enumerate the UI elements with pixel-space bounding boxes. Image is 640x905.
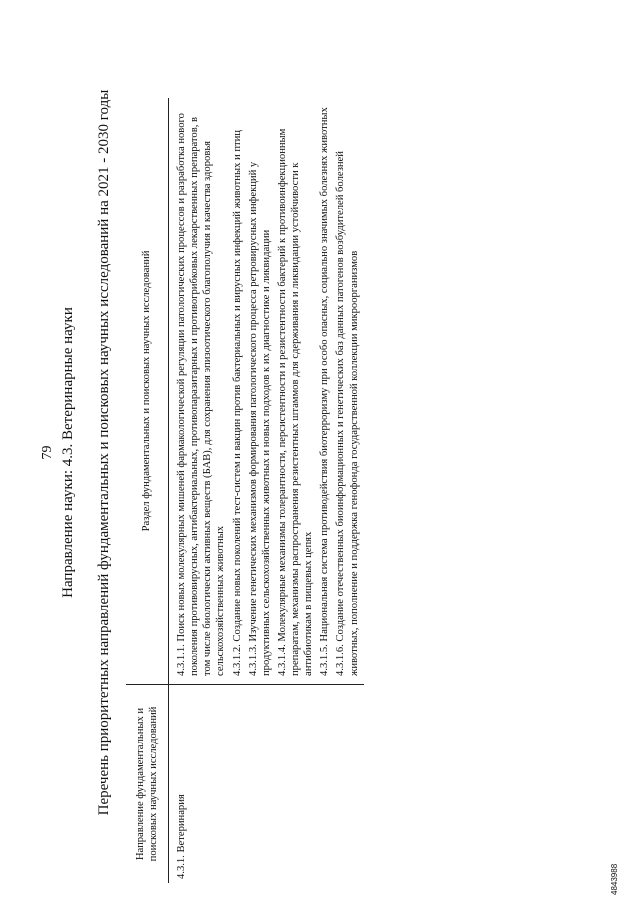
section-entry: 4.3.1.1. Поиск новых молекулярных мишеней фармакологической регуляции патологических процессов и разработка нового поколения противовирусных, антибактериальных, противопаразитарных и противогрибковых лекарственных препаратов, в том числе биологически активных веществ (БАВ), для сохранения эпизоотического благополучия и качества здоровья сельскохозяйственных животных [176, 113, 227, 676]
section-entry: 4.3.1.4. Молекулярные механизмы толерантности, персистентности и резистентности бактерий к противоинфекционным препаратам, механизмы распространения резистентных штаммов для сдерживания и ликвидации устойчивости к антибиотикам в пищевых цепях [276, 128, 315, 676]
page-number: 79 [40, 445, 55, 460]
document-stamp-number: 4843988 [610, 863, 619, 895]
document-subheading: Перечень приоритетных направлений фундаментальных и поисковых научных исследований на 2021 - 2030 годы [96, 89, 112, 816]
header-section: Раздел фундаментальных и поисковых научных исследований [126, 98, 169, 685]
table-row [169, 98, 364, 883]
direction-cell: 4.3.1. Ветеринария [169, 685, 364, 884]
section-entry: 4.3.1.6. Создание отечественных биоинформационных и генетических баз данных патогенов возбудителей болезней животных, пополнение и поддержка генофонда государственной коллекции микроорганизмов [335, 151, 360, 676]
section-entry: 4.3.1.5. Национальная система противодействия биотерроризму при особо опасных, социально значимых болезнях животных [319, 107, 331, 676]
header-direction: Направление фундаментальных и поисковых научных исследований [126, 685, 169, 884]
section-entry: 4.3.1.2. Создание новых поколений тест-систем и вакцин против бактериальных и вирусных инфекций животных и птиц [231, 130, 243, 676]
section-entry: 4.3.1.3. Изучение генетических механизмов формирования патологического процесса ретровирусных инфекций у продуктивных сельскохозяйственных животных и новых подходов к их диагностике и ликвидации [247, 161, 272, 676]
priorities-table [126, 98, 364, 883]
sections-cell [169, 98, 364, 685]
document-heading: Направление науки: 4.3. Ветеринарные науки [60, 307, 76, 598]
table-header-row [126, 98, 169, 883]
